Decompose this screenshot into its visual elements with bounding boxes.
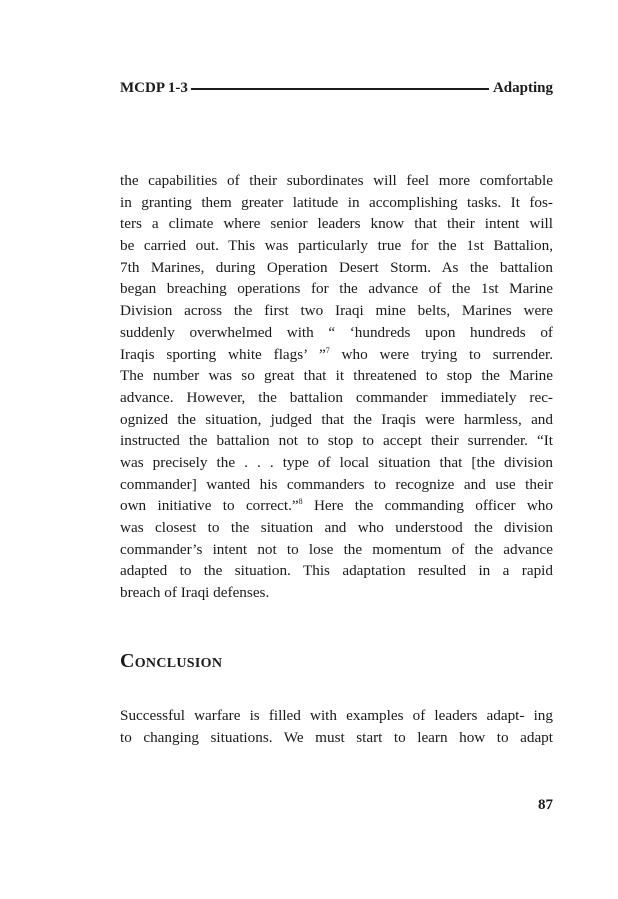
- text-line: breach of Iraqi defenses.: [120, 584, 270, 602]
- conclusion-paragraph: [120, 705, 553, 748]
- text-line: adapted to the situation. This adaptation resulted in a rapid: [120, 562, 553, 580]
- text-line: was closest to the situation and who understood the division: [120, 519, 553, 536]
- text-segment: own initiative to correct.”: [120, 497, 299, 515]
- text-line: [120, 495, 553, 517]
- section-heading: Conclusion: [120, 650, 223, 672]
- footnote-ref-7: 7: [325, 345, 330, 355]
- page-number: 87: [538, 797, 553, 813]
- text-line: ognized the situation, judged that the Iraqis were harmless, and: [120, 410, 553, 428]
- text-segment: Iraqis sporting white flags’ ”: [120, 345, 326, 363]
- text-segment: who were trying to surrender.: [329, 345, 554, 363]
- body-paragraph: [120, 170, 553, 604]
- text-line: to changing situations. We must start to learn how to adapt: [120, 728, 553, 746]
- text-segment: Here the commanding officer who: [302, 497, 553, 515]
- text-line: Successful warfare is filled with examples of leaders adapt- ing: [120, 707, 553, 724]
- footnote-ref-8: 8: [298, 497, 303, 507]
- header-chapter-title: Adapting: [492, 79, 553, 96]
- text-line: Division across the first two Iraqi mine belts, Marines were: [120, 302, 553, 320]
- text-line: The number was so great that it threatened to stop the Marine: [120, 367, 553, 385]
- header-rule: [191, 88, 489, 90]
- text-line: in granting them greater latitude in accomplishing tasks. It fos-: [120, 193, 553, 211]
- text-line: commander’s intent not to lose the momentum of the advance: [120, 540, 553, 558]
- text-line: the capabilities of their subordinates will feel more comfortable: [120, 172, 553, 189]
- text-line: 7th Marines, during Operation Desert Storm. As the battalion: [120, 258, 553, 276]
- text-line: began breaching operations for the advance of the 1st Marine: [120, 280, 553, 298]
- text-line: suddenly overwhelmed with “ ‘hundreds upon hundreds of: [120, 323, 553, 341]
- text-line: [120, 344, 553, 366]
- text-line: instructed the battalion not to stop to accept their surrender. “It: [120, 432, 553, 450]
- text-line: advance. However, the battalion commander immediately rec-: [120, 388, 553, 406]
- running-header: [120, 78, 553, 98]
- text-line: commander] wanted his commanders to recognize and use their: [120, 475, 553, 493]
- header-publication-id: MCDP 1-3: [120, 79, 188, 96]
- text-line: was precisely the . . . type of local situation that [the division: [120, 453, 553, 471]
- text-line: be carried out. This was particularly true for the 1st Battalion,: [120, 237, 553, 255]
- text-line: ters a climate where senior leaders know that their intent will: [120, 215, 553, 233]
